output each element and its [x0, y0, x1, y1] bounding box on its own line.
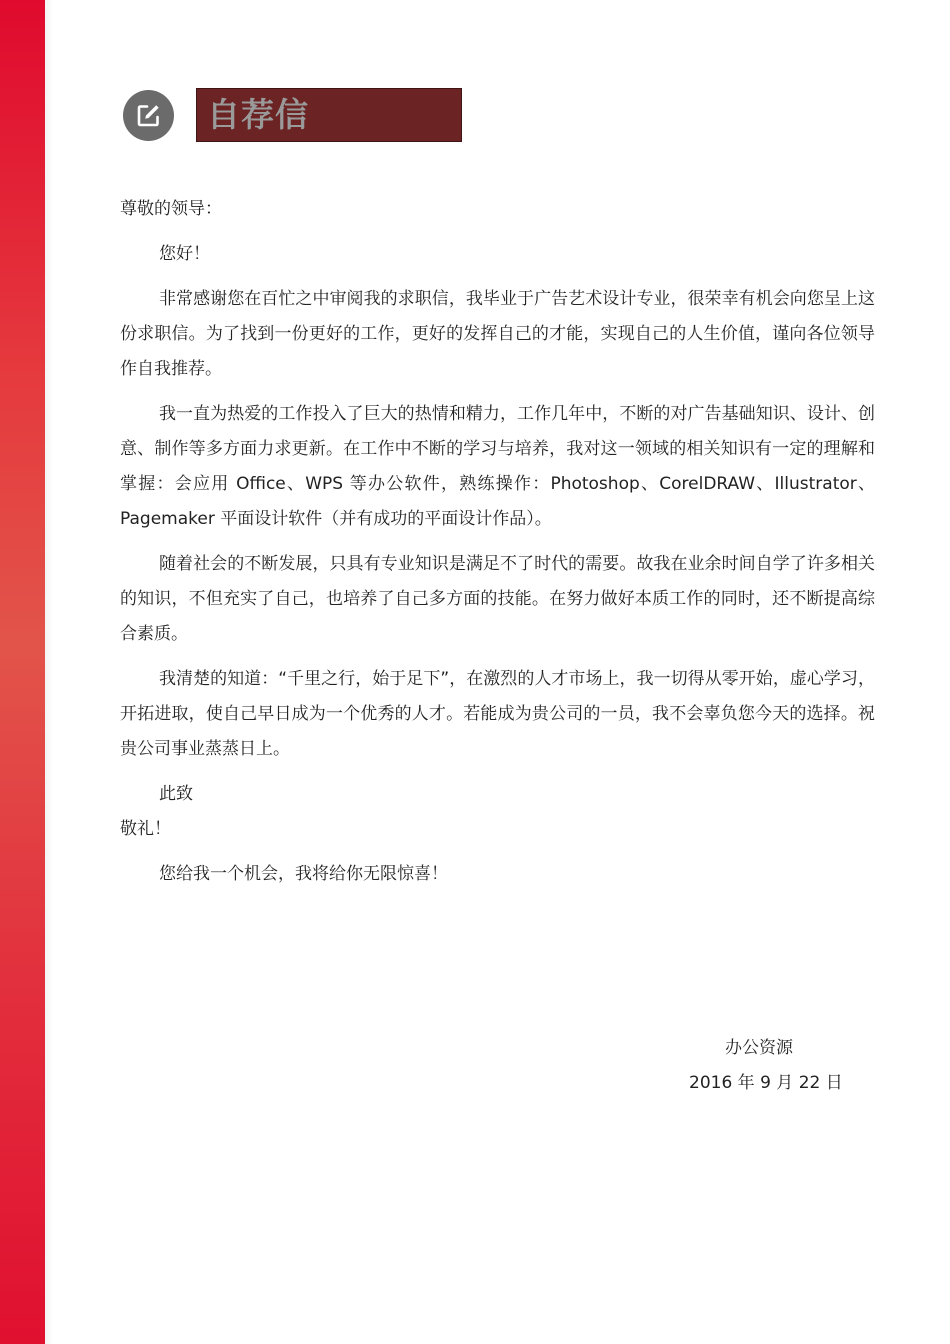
edit-icon [123, 90, 174, 141]
signature-block [640, 1031, 880, 1101]
sender-name: 办公资源 [725, 1038, 793, 1058]
closing-line-2: 敬礼！ [120, 819, 171, 839]
letter-date: 2016 年 9 月 22 日 [689, 1073, 843, 1093]
side-accent-bar [0, 0, 45, 1344]
letter-body [120, 192, 875, 902]
salutation: 尊敬的领导： [120, 199, 222, 219]
paragraph: 我清楚的知道：“千里之行，始于足下”，在激烈的人才市场上，我一切得从零开始，虚心学习，开拓进取，使自己早日成为一个优秀的人才。若能成为贵公司的一员，我不会辜负您今天的选择。祝贵公司事业蒸蒸日上。 [120, 669, 875, 759]
paragraph: 随着社会的不断发展，只具有专业知识是满足不了时代的需要。故我在业余时间自学了许多相关的知识，不但充实了自己，也培养了自己多方面的技能。在努力做好本质工作的同时，还不断提高综合素质。 [120, 554, 875, 644]
page-title: 自荐信 [207, 95, 309, 134]
paragraph: 非常感谢您在百忙之中审阅我的求职信，我毕业于广告艺术设计专业，很荣幸有机会向您呈上这份求职信。为了找到一份更好的工作，更好的发挥自己的才能，实现自己的人生价值，谨向各位领导作自我推荐。 [120, 289, 875, 379]
paragraph: 我一直为热爱的工作投入了巨大的热情和精力，工作几年中，不断的对广告基础知识、设计、创意、制作等多方面力求更新。在工作中不断的学习与培养，我对这一领域的相关知识有一定的理解和掌握：会应用 Office、WPS 等办公软件，熟练操作：Photoshop、CorelDRAW、Illustrator、Pagemaker 平面设计软件（并有成功的平面设计作品）。 [120, 404, 875, 529]
closing-line-1: 此致 [159, 784, 193, 804]
postscript: 您给我一个机会，我将给你无限惊喜！ [159, 864, 448, 884]
greeting: 您好！ [159, 244, 210, 264]
title-banner [196, 88, 462, 142]
side-bar-shadow [45, 0, 53, 1344]
